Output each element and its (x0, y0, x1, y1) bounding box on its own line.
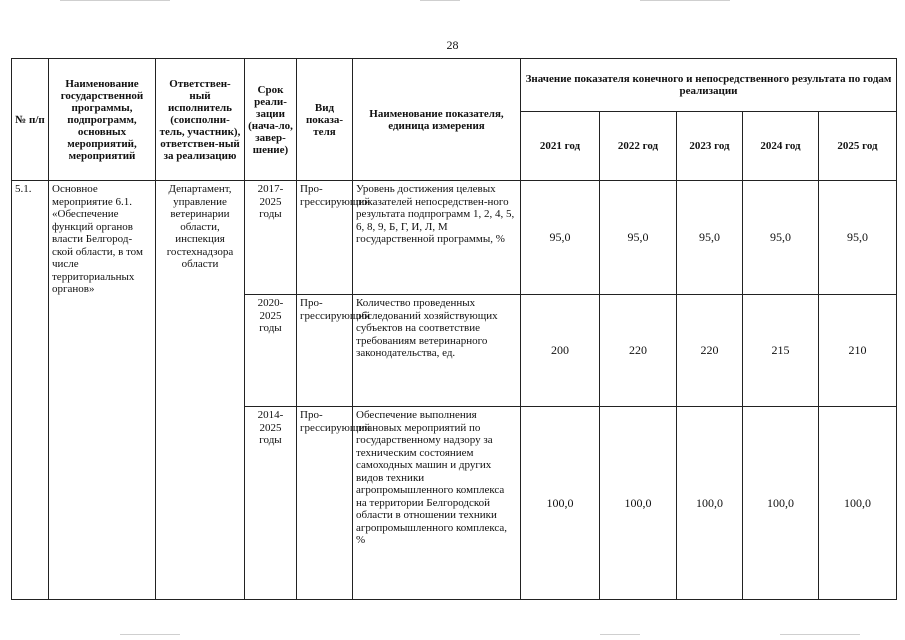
value-2023: 220 (677, 295, 743, 407)
value-2024: 215 (743, 295, 819, 407)
table-row (12, 181, 897, 295)
value-2022: 95,0 (600, 181, 677, 295)
header-year: 2023 год (677, 112, 743, 181)
value-2023: 95,0 (677, 181, 743, 295)
header-indicator: Наименование показателя, единица измерения (353, 59, 521, 181)
page-number: 28 (446, 38, 459, 52)
indicator-type: Про-грессирующий (297, 181, 353, 295)
value-2024: 95,0 (743, 181, 819, 295)
header-year: 2022 год (600, 112, 677, 181)
indicators-table (11, 58, 897, 600)
header-executor: Ответствен-ный исполнитель (соисполни-тель, участник), ответствен-ный за реализацию (156, 59, 245, 181)
value-2024: 100,0 (743, 407, 819, 600)
program-name: Основное мероприятие 6.1. «Обеспечение функций органов власти Белгород-ской области, в том числе территориальных органов» (49, 181, 156, 600)
value-2022: 220 (600, 295, 677, 407)
indicator-type: Про-грессирующий (297, 407, 353, 600)
header-period: Срок реали-зации (нача-ло, завер-шение) (245, 59, 297, 181)
value-2023: 100,0 (677, 407, 743, 600)
indicator-name: Обеспечение выполнения плановых мероприятий по государственному надзору за техническим состоянием самоходных машин и других видов техники агропромышленного комплекса на территории Белгородской области в отношении техники агропромышленного комплекса, % (353, 407, 521, 600)
value-2021: 200 (521, 295, 600, 407)
implementation-period: 2017-2025 годы (245, 181, 297, 295)
value-2025: 100,0 (819, 407, 897, 600)
scan-mark (640, 0, 730, 1)
header-year: 2025 год (819, 112, 897, 181)
scan-mark (60, 0, 170, 1)
header-values-group: Значение показателя конечного и непосредственного результата по годам реализации (521, 59, 897, 112)
indicator-name: Уровень достижения целевых показателей непосредствен-ного результата подпрограмм 1, 2, 4, 5, 6, 8, 9, Б, Г, И, Л, М государственной программы, % (353, 181, 521, 295)
implementation-period: 2014-2025 годы (245, 407, 297, 600)
scan-mark (420, 0, 460, 1)
scan-mark (120, 634, 180, 635)
header-type: Вид показа-теля (297, 59, 353, 181)
value-2021: 95,0 (521, 181, 600, 295)
indicator-name: Количество проведенных обследований хозяйствующих субъектов на соответствие требованиям ветеринарного законодательства, ед. (353, 295, 521, 407)
header-year: 2024 год (743, 112, 819, 181)
implementation-period: 2020-2025 годы (245, 295, 297, 407)
scan-mark (780, 634, 860, 635)
header-year: 2021 год (521, 112, 600, 181)
row-number: 5.1. (12, 181, 49, 600)
indicator-type: Про-грессирующий (297, 295, 353, 407)
value-2025: 95,0 (819, 181, 897, 295)
header-program: Наименование государственной программы, подпрограмм, основных мероприятий, мероприятий (49, 59, 156, 181)
value-2022: 100,0 (600, 407, 677, 600)
value-2025: 210 (819, 295, 897, 407)
responsible-executor: Департамент, управление ветеринарии области, инспекция гостехнадзора области (156, 181, 245, 600)
scan-mark (600, 634, 640, 635)
value-2021: 100,0 (521, 407, 600, 600)
header-num: № п/п (12, 59, 49, 181)
